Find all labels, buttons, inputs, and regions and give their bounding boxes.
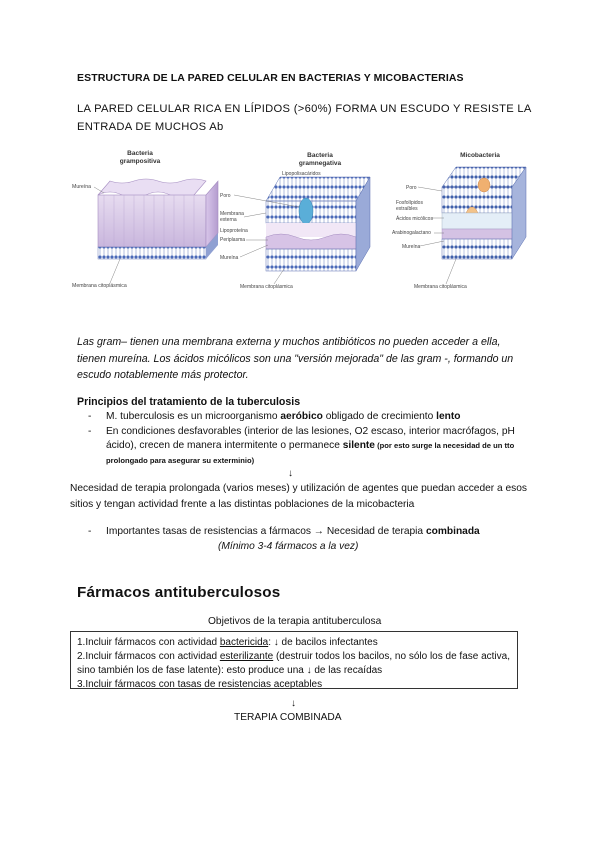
item1-text-a: M. tuberculosis es un microorganismo (106, 411, 281, 422)
panel2-title-line1: Bacteria (307, 152, 333, 159)
panel1-title-line1: Bacteria (127, 150, 153, 157)
item2-bold-a: silente (342, 440, 375, 451)
principios-item-2 (88, 425, 528, 469)
panel3-label-mureina: Mureína (402, 244, 421, 250)
obj2-b: (destruir todos los bacilos, no sólo los de fase activa, sino también los de fase latente): esto produce una ↓ de las recaídas (77, 651, 510, 676)
panel3-title: Micobacteria (460, 152, 500, 159)
list-dash: - (88, 425, 92, 437)
down-arrow-1: ↓ (288, 468, 293, 479)
obj2-underline: esterilizante (219, 651, 274, 662)
panel2-porin (299, 198, 313, 224)
obj1-underline: bactericida (219, 637, 269, 648)
item1-text-b: obligado de crecimiento (322, 411, 437, 422)
objetivo-3: 3.Incluir fármacos con tasas de resistencias aceptables (77, 679, 323, 690)
obj1-b: : ↓ de bacilos infectantes (268, 637, 378, 648)
panel2-label-periplasma: Periplasma (220, 237, 246, 243)
panel-gramnegativa (220, 152, 370, 290)
panel2-title-line2: gramnegativa (298, 160, 342, 167)
list-dash: - (88, 526, 92, 537)
item1-bold-b: lento (436, 411, 461, 422)
objetivo-1 (77, 636, 511, 650)
panel2-label-membrana-cito: Membrana citoplásmica (240, 284, 293, 290)
objetivos-box (70, 631, 518, 689)
item2-small-note: (por esto surge la necesidad de un tto prolongado para asegurar su exterminio) (106, 441, 515, 465)
cell-wall-figure (70, 145, 536, 300)
objetivo-2 (77, 650, 511, 678)
panel3-label-extraibles: extraíbles (396, 206, 418, 212)
principios-heading: Principios del tratamiento de la tuberculosis (77, 396, 301, 408)
minimo-note: (Mínimo 3-4 fármacos a la vez) (218, 541, 359, 552)
panel3-label-poro: Poro (406, 185, 417, 191)
down-arrow-2: ↓ (291, 698, 296, 709)
panel1-label-mureina: Mureína (72, 184, 92, 190)
terapia-combinada: TERAPIA COMBINADA (234, 712, 342, 723)
necesidad-paragraph: Necesidad de terapia prolongada (varios meses) y utilización de agentes que puedan acceder a esos sitios y tengan actividad frente a las distintas poblaciones de la micobacteria (70, 483, 528, 510)
importantes-text: Importantes tasas de resistencias a fármacos → Necesidad de terapia (106, 526, 426, 537)
italic-paragraph: Las gram– tienen una membrana externa y muchos antibióticos no pueden acceder a ella, tienen mureína. Los ácidos micólicos son una "versión mejorada" de las gram -, formando un escudo notablemente más protector. (77, 336, 514, 381)
importantes-item (88, 526, 538, 537)
panel3-label-fosfolipidos: Fosfolípidos (396, 200, 423, 206)
farmacos-heading: Fármacos antituberculosos (77, 584, 281, 601)
panel2-label-lipoproteina: Lipoproteína (220, 228, 248, 234)
obj1-a: 1.Incluir fármacos con actividad (77, 637, 220, 648)
panel-grampositiva (72, 150, 218, 289)
panel2-label-externa: externa (220, 217, 237, 223)
panel2-label-lps: Lipopolisacáridos (282, 171, 321, 177)
importantes-bold: combinada (425, 526, 480, 537)
page-title: ESTRUCTURA DE LA PARED CELULAR EN BACTERIAS Y MICOBACTERIAS (77, 72, 464, 84)
obj2-a: 2.Incluir fármacos con actividad (77, 651, 220, 662)
item1-bold-a: aeróbico (280, 411, 323, 422)
panel3-label-arabino: Arabinogalactano (392, 230, 431, 236)
list-dash: - (88, 411, 92, 422)
principios-list (88, 410, 528, 468)
item2-text-a: En condiciones desfavorables (interior de las lesiones, O2 escaso, interior macrófagos, pH ácido), crecen de manera intermitente o permanece (106, 425, 515, 451)
objetivos-title: Objetivos de la terapia antituberculosa (208, 616, 382, 627)
panel3-porin-top (478, 178, 490, 192)
panel3-label-membrana-cito: Membrana citoplásmica (414, 284, 467, 290)
panel1-title-line2: grampositiva (119, 158, 161, 165)
panel2-label-membrana: Membrana (220, 211, 244, 217)
panel1-label-membrana: Membrana citoplásmica (72, 283, 127, 289)
panel3-label-acidos: Ácidos micólicos (396, 216, 433, 222)
panel2-label-poro: Poro (220, 193, 231, 199)
panel1-membrane (98, 247, 206, 259)
panel2-label-mureina: Mureína (220, 255, 239, 261)
panel-micobacteria (392, 152, 526, 290)
principios-item-1 (88, 410, 528, 425)
intro-text: LA PARED CELULAR RICA EN LÍPIDOS (>60%) FORMA UN ESCUDO Y RESISTE LA ENTRADA DE MUCHOS Ab (77, 103, 532, 133)
